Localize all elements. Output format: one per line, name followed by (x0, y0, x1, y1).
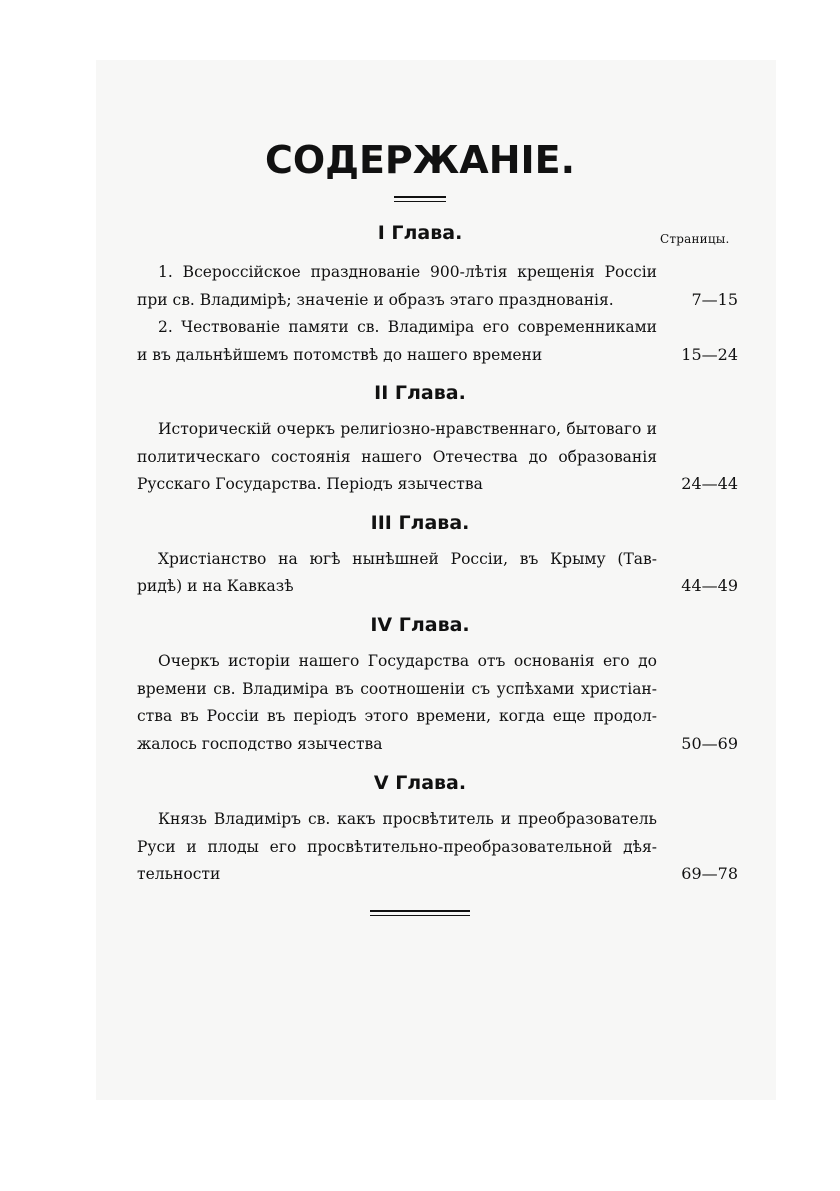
chapter-1-item-2-line-2: и въ дальнѣйшемъ потомствѣ до нашего времени (137, 346, 543, 364)
chapter-4-item-1-line-4: жалось господство язычества (137, 735, 383, 753)
chapter-2-heading: II Глава. (374, 382, 466, 404)
chapter-1-item-1-line-2: при св. Владимірѣ; значеніе и образъ этаго празднованія. (137, 291, 614, 309)
chapter-5-heading: V Глава. (373, 772, 467, 794)
pages-column-header: Страницы. (660, 232, 730, 246)
chapter-3-item-1-line-2: ридѣ) и на Кавказѣ (137, 577, 294, 595)
chapter-2-item-1-line-3: Русскаго Государства. Періодъ язычества (137, 475, 483, 493)
chapter-5-item-1-pages: 69—78 (681, 864, 738, 883)
chapter-1-item-1-line-1: 1. Всероссійское празднованіе 900-лѣтія крещенія Россіи (158, 263, 657, 281)
chapter-4-item-1-line-3: ства въ Россіи въ періодъ этого времени, когда еще продол- (137, 707, 657, 725)
chapter-2-item-1-line-1: Историческій очеркъ религіозно-нравственнаго, бытоваго и (158, 420, 657, 438)
chapter-5-item-1-line-2: Руси и плоды его просвѣтительно-преобразовательной дѣя- (137, 838, 657, 856)
chapter-1-item-2-line-1: 2. Чествованіе памяти св. Владиміра его современниками (158, 318, 657, 336)
chapter-4-heading: IV Глава. (370, 614, 470, 636)
chapter-5-item-1-line-1: Князь Владиміръ св. какъ просвѣтитель и преобразователь (158, 810, 657, 828)
chapter-1-heading: I Глава. (377, 222, 463, 244)
chapter-2-item-1-pages: 24—44 (681, 474, 738, 493)
chapter-3-heading: III Глава. (370, 512, 470, 534)
end-rule-divider (0, 910, 840, 919)
chapter-3-item-1-pages: 44—49 (681, 576, 738, 595)
chapter-3-item-1-line-1: Христіанство на югѣ нынѣшней Россіи, въ Крыму (Тав- (158, 550, 657, 568)
page-title: СОДЕРЖАНІЕ. (264, 138, 576, 182)
chapter-5-item-1-line-3: тельности (137, 865, 221, 883)
chapter-1-item-1-pages: 7—15 (691, 290, 738, 309)
chapter-4-item-1-pages: 50—69 (681, 734, 738, 753)
chapter-4-item-1-line-2: времени св. Владиміра въ соотношеніи съ успѣхами христіан- (137, 680, 657, 698)
chapter-1-item-2-pages: 15—24 (681, 345, 738, 364)
chapter-4-item-1-line-1: Очеркъ исторіи нашего Государства отъ основанія его до (158, 652, 657, 670)
title-rule-divider (0, 196, 840, 205)
chapter-2-item-1-line-2: политическаго состоянія нашего Отечества до образованія (137, 448, 657, 466)
